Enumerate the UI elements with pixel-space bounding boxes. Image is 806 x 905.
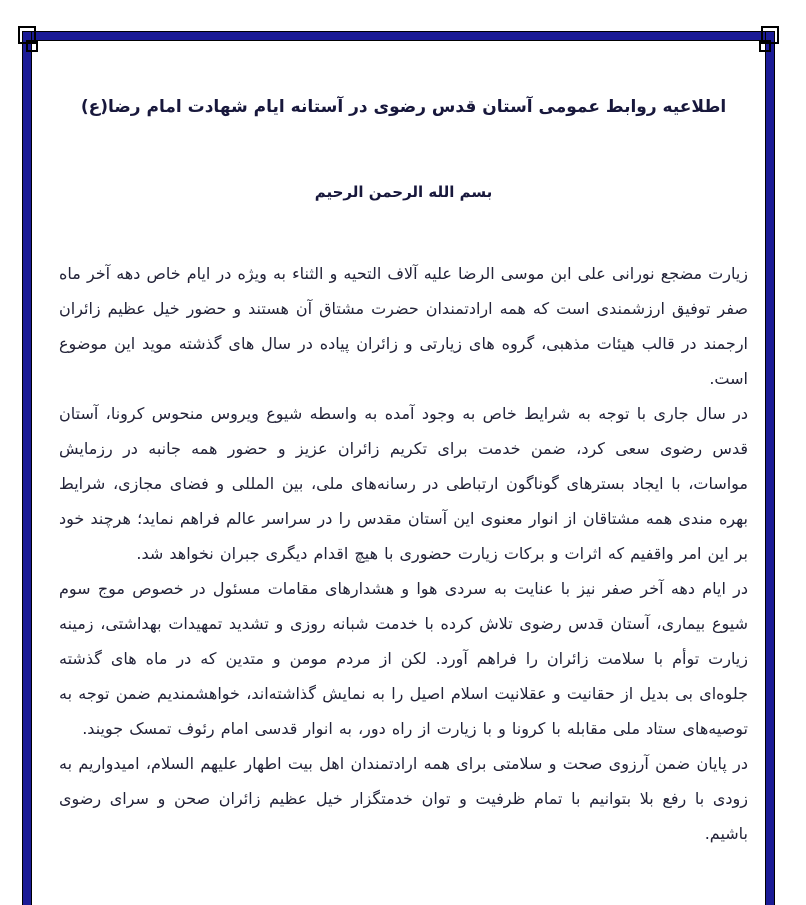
document-content: [59, 0, 748, 851]
border-corner-ornament-top-right-inner: [759, 40, 771, 52]
paragraph-2: در سال جاری با توجه به شرایط خاص به وجود آمده به واسطه شیوع ویروس منحوس کرونا، آستان قدس رضوی سعی کرد، ضمن خدمت برای تکریم زائران عزیز و حضور همه جانبه در رزمایش مواسات، با ایجاد بسترهای گوناگون ارتباطی در رسانه‌های ملی، بین المللی و فضای مجازی، شرایط بهره مندی همه مشتاقان از انوار معنوی این آستان مقدس را در سراسر عالم فراهم نماید؛ هرچند خود بر این امر واقفیم که اثرات و برکات زیارت حضوری با هیچ اقدام دیگری جبران نخواهد شد.: [59, 404, 748, 563]
document-title: اطلاعیه روابط عمومی آستان قدس رضوی در آستانه ایام شهادت امام رضا(ع): [80, 97, 727, 117]
basmala-text: بسم الله الرحمن الرحیم: [314, 183, 493, 201]
page-border-right: [765, 31, 775, 905]
paragraph-1: زیارت مضجع نورانی علی ابن موسی الرضا علیه آلاف التحیه و الثناء به ویژه در ایام خاص دهه آخر ماه صفر توفیق ارزشمندی است که همه ارادتمندان حضرت مشتاق آن هستند و حضور خیل عظیم زائران ارجمند در قالب هیئات مذهبی، گروه های زیارتی و زائران پیاده در سال های گذشته موید این موضوع است.: [59, 264, 748, 388]
document-body: [59, 256, 748, 851]
page-border-left: [22, 31, 32, 905]
paragraph-4: در پایان ضمن آرزوی صحت و سلامتی برای همه ارادتمندان اهل بیت اطهار علیهم السلام، امیدواریم به زودی با رفع بلا بتوانیم با تمام ظرفیت و توان خدمتگزار خیل عظیم زائران صحن و سرای رضوی باشیم.: [59, 754, 748, 843]
border-corner-ornament-top-left-inner: [26, 40, 38, 52]
paragraph-3: در ایام دهه آخر صفر نیز با عنایت به سردی هوا و هشدارهای مقامات مسئول در خصوص موج سوم شیوع بیماری، آستان قدس رضوی تلاش کرده با خدمت شبانه روزی و تشدید تمهیدات بهداشتی، زمینه زیارت توأم با سلامت زائران را فراهم آورد. لکن از مردم مومن و متدین که در ماه های گذشته جلوه‌ای بی بدیل از حقانیت و عقلانیت اسلام اصیل را به نمایش گذاشته‌اند، خواهشمندیم ضمن توجه به توصیه‌های ستاد ملی مقابله با کرونا و با زیارت از راه دور، به انوار قدسی امام رئوف تمسک جویند.: [59, 579, 748, 738]
